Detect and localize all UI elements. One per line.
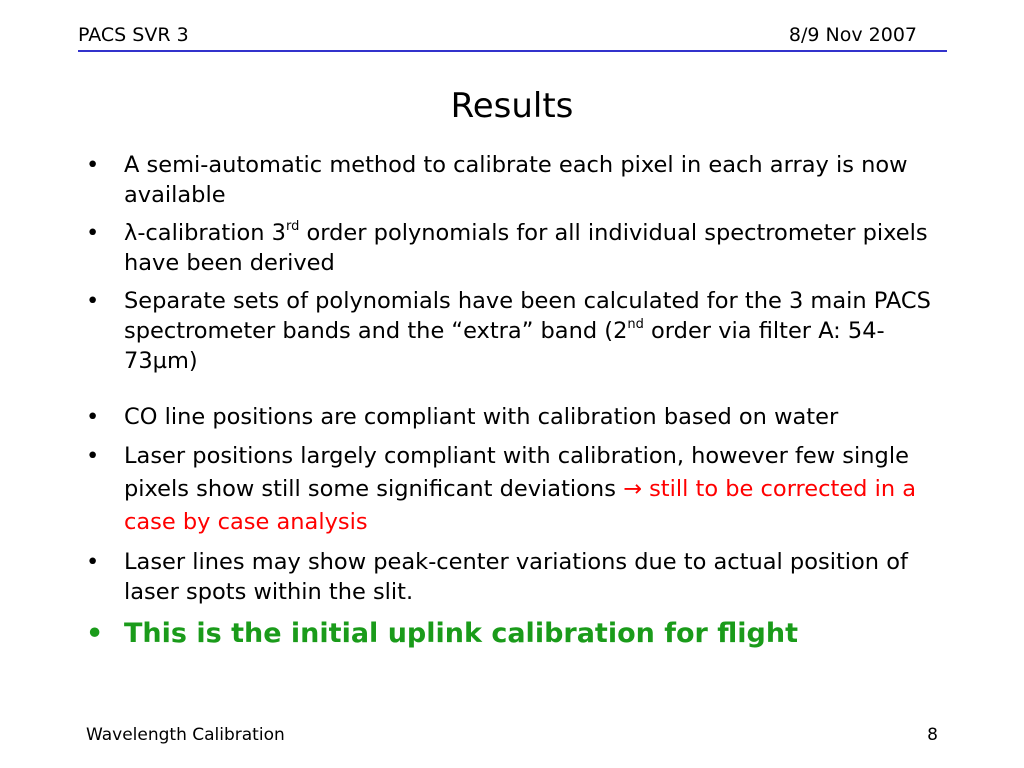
- superscript: nd: [627, 316, 644, 332]
- bullet-list: [86, 150, 948, 661]
- arrow-icon: →: [623, 476, 642, 502]
- page-number: 8: [927, 725, 938, 745]
- bullet-item: [86, 218, 948, 278]
- bullet-marker: •: [86, 220, 100, 246]
- bullet-text: Laser positions largely compliant with calibration, however few single pixels show still some significant deviations: [124, 443, 909, 502]
- bullet-marker: •: [86, 288, 100, 314]
- bullet-item: [86, 286, 948, 376]
- slide-title: Results: [450, 86, 574, 126]
- bullet-text-cont: order polynomials for all individual spectrometer pixels have been derived: [124, 220, 928, 276]
- bullet-text-cont: order via filter A: 54-73µm): [124, 318, 885, 374]
- header-title: PACS SVR 3: [78, 24, 189, 46]
- bullet-text: Laser lines may show peak-center variations due to actual position of laser spots within the slit.: [124, 549, 908, 605]
- highlight-text: still to be corrected in a case by case analysis: [124, 476, 917, 535]
- bullet-marker: •: [86, 404, 100, 430]
- bullet-marker: •: [86, 152, 100, 178]
- header-date: 8/9 Nov 2007: [788, 24, 917, 46]
- conclusion-text: This is the initial uplink calibration for flight: [124, 618, 798, 649]
- header-divider: [78, 50, 947, 52]
- superscript: rd: [285, 218, 300, 234]
- bullet-text: λ-calibration 3: [124, 220, 286, 246]
- bullet-text: A semi-automatic method to calibrate each pixel in each array is now available: [124, 152, 908, 208]
- bullet-item: [86, 150, 948, 210]
- footer-title: Wavelength Calibration: [86, 725, 285, 745]
- bullet-item: [86, 547, 948, 607]
- bullet-text: CO line positions are compliant with calibration based on water: [124, 404, 839, 430]
- bullet-marker: •: [86, 443, 100, 469]
- bullet-item: [86, 440, 948, 539]
- bullet-item: [86, 402, 948, 432]
- bullet-marker: •: [86, 549, 100, 575]
- bullet-item-conclusion: [86, 615, 948, 653]
- bullet-text: Separate sets of polynomials have been calculated for the 3 main PACS spectrometer bands and the “extra” band (2: [124, 288, 931, 344]
- bullet-marker: •: [86, 618, 104, 649]
